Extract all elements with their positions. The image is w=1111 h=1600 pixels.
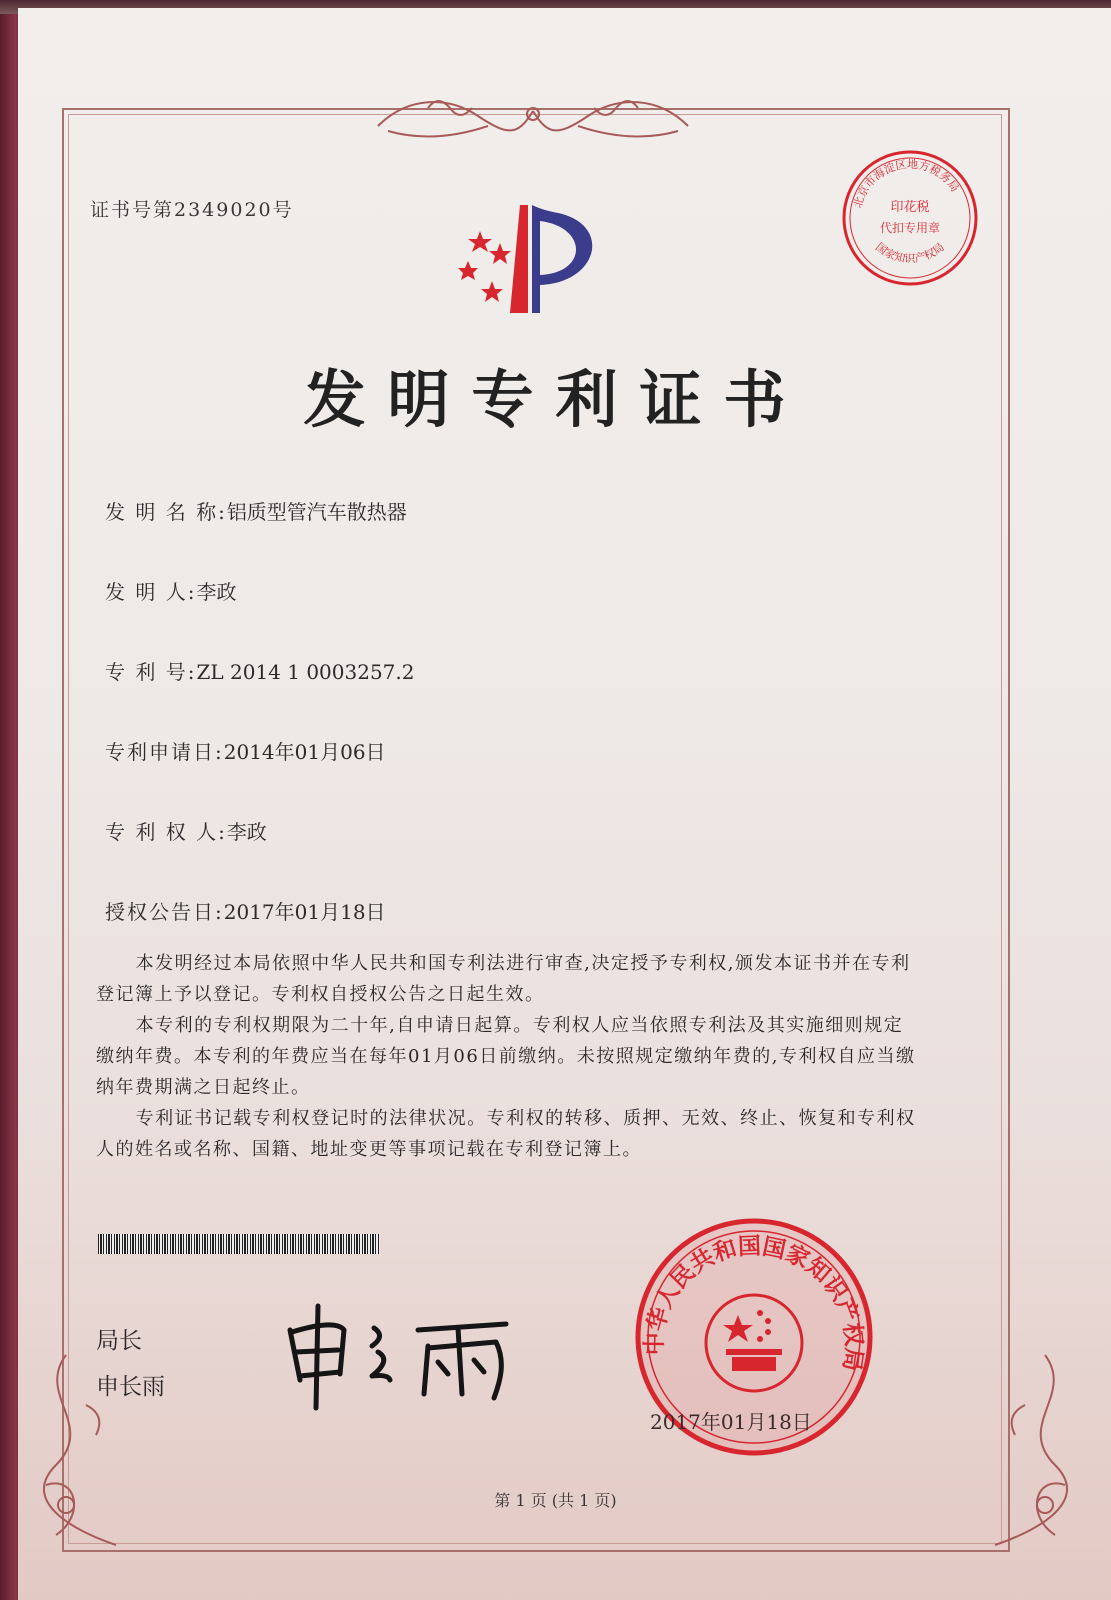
corner-ornament-right — [975, 1345, 1085, 1560]
body-paragraph-3: 专利证书记载专利权登记时的法律状况。专利权的转移、质押、无效、终止、恢复和专利权人的姓名或名称、国籍、地址变更等事项记载在专利登记簿上。 — [96, 1108, 916, 1160]
field-inventor — [105, 576, 236, 605]
field-label: 发 明 人: — [105, 580, 197, 604]
field-value: 2017年01月18日 — [223, 900, 386, 924]
field-patentee — [105, 816, 267, 845]
field-value: 李政 — [226, 820, 267, 844]
top-ornament — [368, 86, 698, 146]
field-label: 专 利 权 人: — [105, 820, 227, 844]
field-invention-name — [105, 496, 407, 525]
certificate-body — [96, 948, 916, 1165]
certificate-number: 证书号第2349020号 — [90, 199, 294, 221]
certificate-title: 发明专利证书 — [303, 363, 808, 436]
field-value: 铝质型管汽车散热器 — [226, 500, 407, 524]
handwritten-signature — [278, 1302, 528, 1412]
tax-seal-center-2: 代扣专用章 — [879, 221, 941, 235]
issue-date: 2017年01月18日 — [650, 1410, 812, 1434]
field-label: 授权公告日: — [105, 900, 224, 924]
svg-text:国家知识产权局 — [873, 240, 947, 265]
barcode — [98, 1234, 380, 1254]
field-value: ZL 2014 1 0003257.2 — [196, 660, 415, 684]
page-footer: 第 1 页 (共 1 页) — [494, 1491, 617, 1510]
field-value: 2014年01月06日 — [223, 740, 386, 764]
field-label: 专 利 号: — [105, 660, 197, 684]
body-paragraph-1: 本发明经过本局依照中华人民共和国专利法进行审查,决定授予专利权,颁发本证书并在专利登记簿上予以登记。专利权自授权公告之日起生效。 — [96, 953, 911, 1005]
body-paragraph-2: 本专利的专利权期限为二十年,自申请日起算。专利权人应当依照专利法及其实施细则规定缴纳年费。本专利的年费应当在每年01月06日前缴纳。未按照规定缴纳年费的,专利权自应当缴纳年费期满之日起终止。 — [96, 1015, 916, 1098]
office-seal-ring-text: 中华人民共和国国家知识产权局 — [641, 1233, 867, 1373]
signer-role: 局长 — [96, 1328, 142, 1354]
tax-seal-center-1: 印花税 — [890, 200, 930, 215]
field-label: 专利申请日: — [105, 740, 224, 764]
tax-stamp-seal — [838, 146, 982, 290]
tax-seal-bottom-text: 国家知识产权局 — [872, 240, 947, 266]
field-value: 李政 — [196, 580, 237, 604]
tax-seal-ring-text: 北京市海淀区地方税务局 — [851, 157, 962, 210]
field-application-date — [105, 736, 386, 765]
signer-name: 申长雨 — [96, 1374, 165, 1400]
field-patent-number — [105, 656, 414, 685]
field-label: 发 明 名 称: — [105, 500, 227, 524]
field-grant-date — [105, 896, 386, 925]
patent-office-logo — [448, 195, 618, 320]
